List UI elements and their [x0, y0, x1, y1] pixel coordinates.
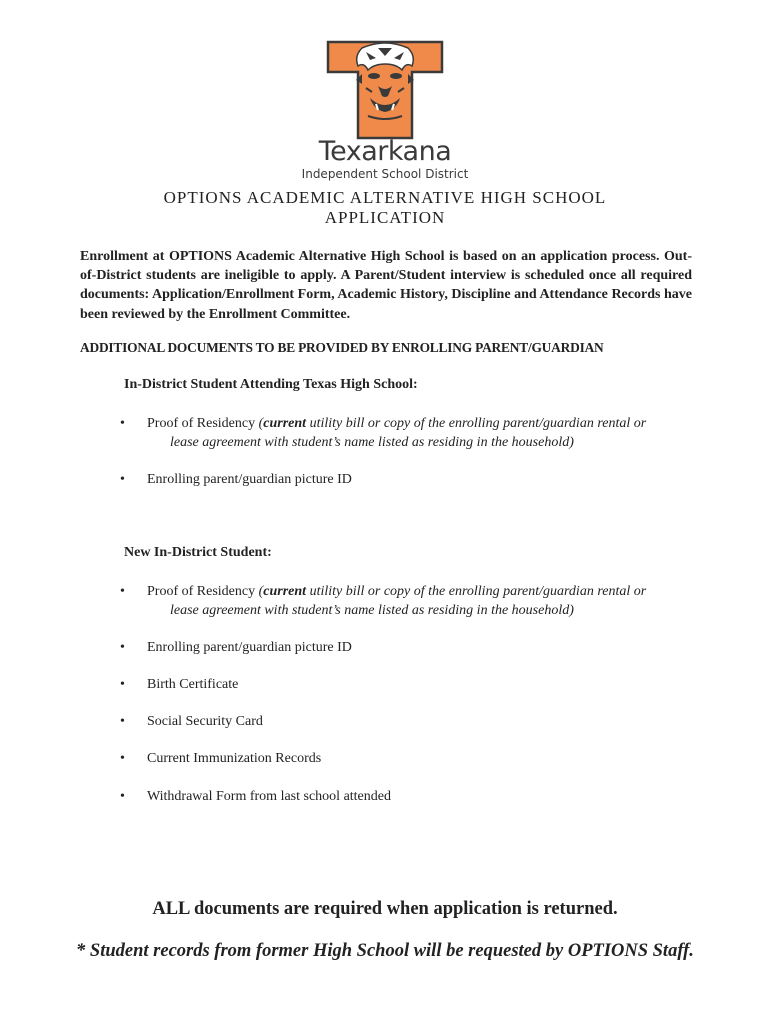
bullet-icon: • — [120, 789, 125, 804]
current-emphasis: current — [263, 416, 307, 431]
required-note: ALL documents are required when application is returned. — [152, 899, 618, 919]
district-subtitle: Independent School District — [301, 167, 469, 181]
district-name: Texarkana — [318, 136, 452, 167]
new-student-heading: New In-District Student: — [124, 545, 272, 560]
bullet-icon: • — [120, 640, 125, 655]
additional-documents-heading: ADDITIONAL DOCUMENTS TO BE PROVIDED BY ENROLLING PARENT/GUARDIAN — [80, 340, 604, 355]
bullet-icon: • — [120, 677, 125, 692]
in-district-heading: In-District Student Attending Texas High School: — [124, 377, 418, 392]
current-emphasis: current — [263, 584, 307, 599]
bullet-icon: • — [120, 584, 125, 599]
tiger-t-logo-icon — [326, 40, 444, 140]
title-line-1: OPTIONS ACADEMIC ALTERNATIVE HIGH SCHOOL — [163, 188, 607, 207]
title-line-2: APPLICATION — [324, 208, 446, 227]
bullet-icon: • — [120, 416, 125, 431]
bullet-icon: • — [120, 472, 125, 487]
bullet-icon: • — [120, 751, 125, 766]
staff-note: * Student records from former High School will be requested by OPTIONS Staff. — [76, 941, 694, 961]
intro-paragraph: Enrollment at OPTIONS Academic Alternative High School is based on an application process. Out-of-District students are ineligible to apply. A Parent/Student interview is scheduled once all required documents: Application/Enrollment Form, Academic History, Discipline and Attendance Records have been reviewed by the Enrollment Committee. — [80, 249, 692, 322]
bullet-icon: • — [120, 714, 125, 729]
district-logo — [0, 40, 770, 180]
page-title — [0, 188, 770, 228]
